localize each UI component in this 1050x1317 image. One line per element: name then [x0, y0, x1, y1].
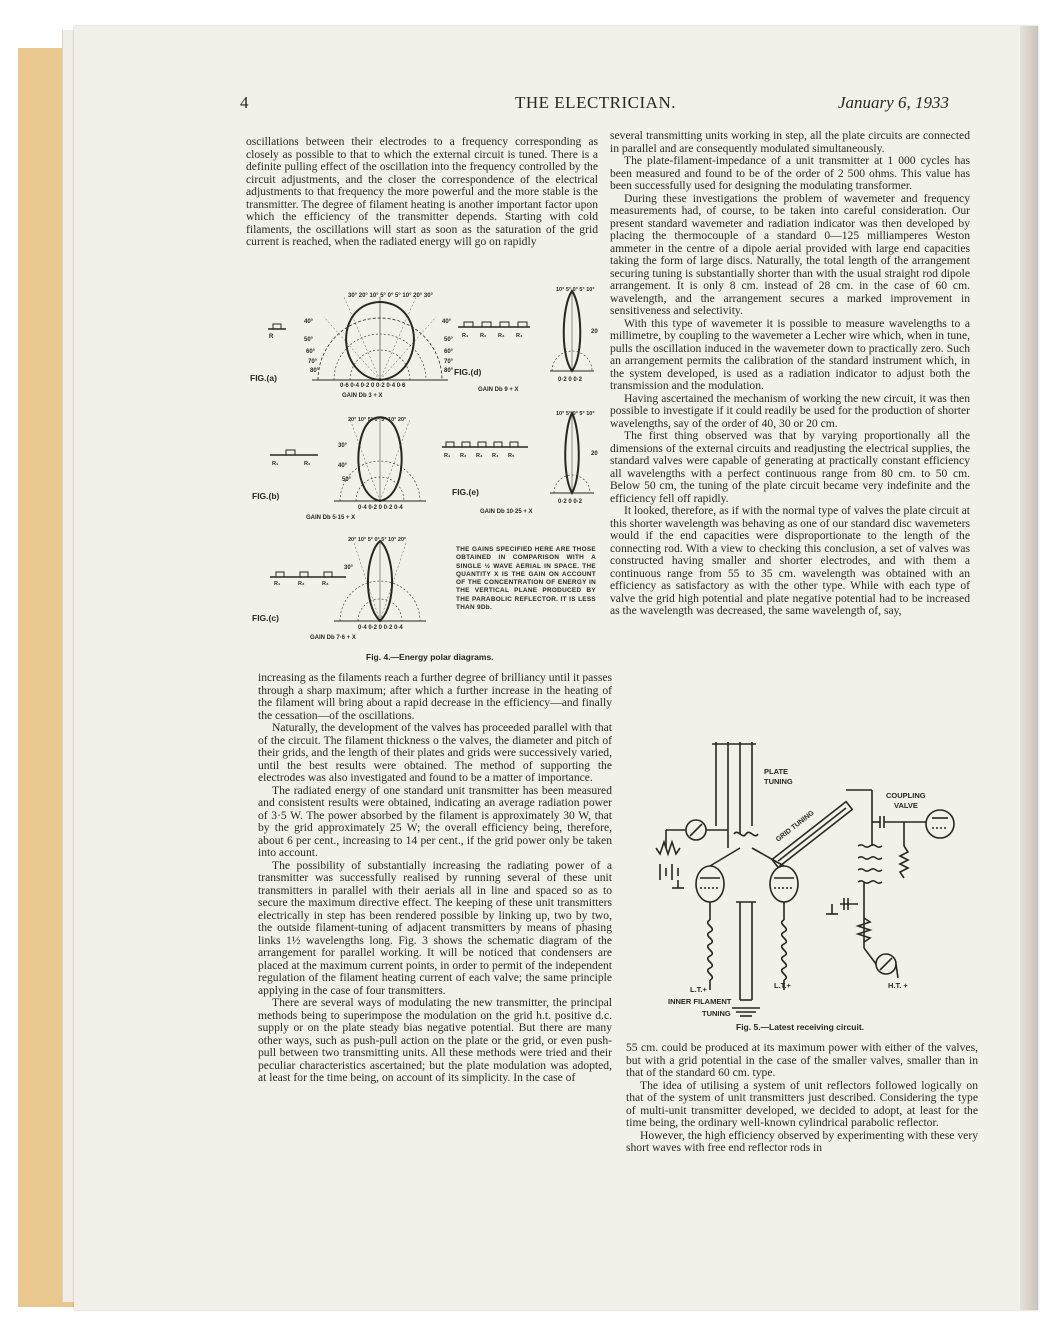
- page-spine-shadow: [1020, 26, 1038, 1310]
- label-R5: R₅: [508, 453, 515, 459]
- column-1-top-text: [246, 136, 598, 249]
- column-1-bottom-text: [258, 672, 612, 1085]
- polar-d-axis-scale: 0·2 0 0·2: [558, 377, 583, 383]
- publication-title: THE ELECTRICIAN.: [515, 93, 676, 112]
- paragraph: The possibility of substantially increasing the radiating power of a transmitter was successfully realised by running several of these unit transmitters in parallel with their aerials all in line and spaced so as to secure the maximum directive effect. The keeping of these unit transmitters electrically in step has been rendered possible by linking up, two by two, the outside filament-tuning of adjacent transmitters by means of phasing links 1½ wavelengths long. Fig. 3 shows the schematic diagram of the arrangement for parallel working. It will be noticed that condensers are placed at the maximum current points, in order to permit of the independent regulation of the filament heating current of each valve; the same principle applying in the case of four transmitters.: [258, 858, 612, 997]
- gain-b-label: GAIN Db 5·15 + X: [306, 515, 356, 521]
- paragraph: increasing as the filaments reach a further degree of brilliancy until it passes through a sharp maximum; after which a further increase in the heating of the filament will bring about a rapid decrease in the efficiency—and finally the cessation—of the oscillations.: [258, 671, 612, 722]
- label-R1: R₁: [444, 453, 451, 459]
- inner-filament-tuning-label: INNER FILAMENT: [668, 997, 732, 1006]
- label-R1: R₁: [274, 581, 281, 587]
- angle-label: 50°: [342, 477, 352, 483]
- paragraph: The radiated energy of one standard unit transmitter has been measured and consistent results were obtained, indicating an average radiation power of 3·5 W. The power absorbed by the filament is approximately 30 W, that by the grid approximately 25 W; the overall efficiency being, therefore, about 6 per cent., increasing to 14 per cent., if the grid power only be taken into account.: [258, 783, 612, 859]
- inner-filament-tuning-label: TUNING: [702, 1009, 731, 1018]
- polar-diagram-d: [458, 291, 594, 371]
- polar-b-axis-scale: 0·4 0·2 0 0·2 0·4: [358, 505, 403, 511]
- angle-label: 60°: [306, 349, 316, 355]
- paragraph: several transmitting units working in step, all the plate circuits are connected in parallel and are consequently modulated simultaneously.: [610, 129, 970, 155]
- angle-label: 40°: [304, 319, 314, 325]
- angle-label: 60°: [444, 349, 454, 355]
- gain-d-label: GAIN Db 9 + X: [478, 387, 519, 393]
- angle-label: 40°: [442, 319, 452, 325]
- label-R2: R₂: [480, 333, 487, 339]
- polar-diagram-c: [270, 541, 426, 621]
- angle-label: 50°: [444, 337, 454, 343]
- fig-e-label: FIG.(e): [452, 487, 479, 497]
- label-R2: R₂: [298, 581, 305, 587]
- label-R: R: [269, 334, 274, 340]
- paragraph: There are several ways of modulating the new transmitter, the principal methods being to superimpose the modulation on the grid h.t. positive d.c. supply or on the plate steady bias negative potential. But there are many other ways, such as push-pull action on the plate or the grid, or even push-pull between two transmitting units. All these methods were tried and their peculiar characteristics ascertained; but the plate modulation was adopted, at least for the time being, on account of its simplicity. In the case of: [258, 996, 612, 1084]
- label-R1: R₁: [272, 461, 279, 467]
- gain-a-label: GAIN Db 3 + X: [342, 393, 383, 399]
- angle-label: 30°: [344, 565, 354, 571]
- label-R3: R₃: [498, 333, 505, 339]
- angle-label: 80°: [444, 368, 454, 374]
- grid-tuning-label: GRID TUNING: [774, 809, 816, 844]
- label-R2: R₂: [304, 461, 311, 467]
- figure-5-labels: [636, 738, 962, 1028]
- polar-a-axis-scale: 0·6 0·4 0·2 0 0·2 0·4 0·6: [340, 383, 406, 389]
- figure-4-caption: Fig. 4.—Energy polar diagrams.: [366, 652, 494, 662]
- paragraph: The first thing observed was that by varying proportionally all the dimensions of the external circuits and readjusting the electrical supplies, the standard valves were capable of generating at practically constant efficiency all wavelengths with a perfect continuous range from 80 cm. to 50 cm. Below 50 cm, the tuning of the plate circuit became very indefinite and the efficiency fell off rapidly.: [610, 429, 970, 505]
- paragraph: During these investigations the problem of wavemeter and frequency measurements had, of course, to be taken into careful consideration. Our present standard wavemeter and radiation indicator was then developed by placing the thermocouple of a standard 0—125 milliamperes Weston ammeter in the centre of a dipole aerial provided with large end capacities taking the form of large discs. Naturally, the total length of the arrangement securing tuning is substantially shorter than with the usual straight rod dipole arrangement. It is only 8 cm. instead of 28 cm. in the case of 60 cm. wavelength, and the arrangement secures a marked improvement in sensitiveness and selectivity.: [610, 191, 970, 317]
- lt-plus-left-label: L.T.+: [690, 985, 707, 994]
- polar-e-axis-scale: 0·2 0 0·2: [558, 499, 583, 505]
- polar-c-axis-scale: 0·4 0·2 0 0·2 0·4: [358, 625, 403, 631]
- column-2-top-text: [610, 130, 970, 618]
- gain-e-label: GAIN Db 10·25 + X: [480, 509, 533, 515]
- label-R3: R₃: [322, 581, 329, 587]
- polar-d-top-angles: 10° 5° 0° 5° 10°: [556, 287, 595, 293]
- angle-label: 40°: [338, 463, 348, 469]
- label-R4: R₄: [516, 333, 523, 339]
- label-R3: R₃: [476, 453, 483, 459]
- polar-c-top-angles: 20° 10° 5° 0° 5° 10° 20°: [348, 537, 407, 543]
- label-R4: R₄: [492, 453, 499, 459]
- label-R1: R₁: [462, 333, 469, 339]
- polar-diagram-b: [270, 417, 426, 501]
- column-2-bottom-text: [626, 1042, 978, 1155]
- angle-label: 20: [591, 329, 598, 335]
- angle-label: 50°: [304, 337, 314, 343]
- lt-plus-right-label: L.T.+: [774, 981, 791, 990]
- angle-label: 30°: [338, 443, 348, 449]
- paragraph: 55 cm. could be produced at its maximum power with either of the valves, but with a grid potential in the case of the smaller valves, smaller than in that of the standard 60 cm. type.: [626, 1041, 978, 1079]
- paragraph: The plate-filament-impedance of a unit transmitter at 1 000 cycles has been measured and found to be of the order of 2 500 ohms. This value has been successfully used for designing the modulating transformer.: [610, 154, 970, 192]
- coupling-valve-label: COUPLING: [886, 791, 926, 800]
- paragraph: The idea of utilising a system of unit reflectors followed logically on that of the system of unit transmitters just described. Considering the type of multi-unit transmitter developed, we decided to adopt, at least for the time being, the ordinary well-known cylindrical parabolic reflector.: [626, 1078, 978, 1129]
- angle-label: 70°: [444, 359, 454, 365]
- fig-d-label: FIG.(d): [454, 367, 482, 377]
- paragraph: With this type of wavemeter it is possible to measure wavelengths to a millimetre, by coupling to the wavemeter a Lecher wire which, when in tune, pulls the oscillation induced in the wavemeter down to practically zero. Such an arrangement permits the calibration of the standard instrument which, in the system developed, is used as a radiation indicator to adjust both the transmission and the modulation.: [610, 316, 970, 392]
- polar-e-top-angles: 10° 5° 0° 5° 10°: [556, 411, 595, 417]
- fig-a-label: FIG.(a): [250, 373, 277, 383]
- figure-4-note: THE GAINS SPECIFIED HERE ARE THOSE OBTAINED IN COMPARISON WITH A SINGLE ½ WAVE AERIAL IN SPACE. THE QUANTITY X IS THE GAIN ON ACCOUNT OF THE CONCENTRATION OF ENERGY IN THE VERTICAL PLANE PRODUCED BY THE PARABOLIC REFLECTOR. IT IS LESS THAN 9Db.: [456, 546, 596, 612]
- label-R2: R₂: [460, 453, 467, 459]
- fig-b-label: FIG.(b): [252, 491, 280, 501]
- paragraph: Having ascertained the mechanism of working the new circuit, it was then possible to investigate if it could readily be used for the production of shorter wavelengths, say of the order of 40, 30 or 20 cm.: [610, 391, 970, 430]
- polar-diagram-a: [268, 297, 448, 380]
- polar-b-top-angles: 20° 10° 5° 0° 5° 10° 20°: [348, 417, 407, 423]
- paragraph: However, the high efficiency observed by experimenting with these very short waves with free end reflector rods in: [626, 1128, 978, 1154]
- page-number: 4: [240, 93, 249, 112]
- plate-tuning-label: TUNING: [764, 777, 793, 786]
- angle-label: 20: [591, 451, 598, 457]
- paragraph: Naturally, the development of the valves has proceeded parallel with that of the circuit. The filament thickness o the valves, the diameter and pitch of their grids, and the length of their plates and grids were successively varied, until the best results were obtained. The method of supporting the electrodes was also investigated and found to be a matter of importance.: [258, 721, 612, 784]
- fig-c-label: FIG.(c): [252, 613, 279, 623]
- angle-label: 70°: [308, 359, 318, 365]
- figure-5-caption: Fig. 5.—Latest receiving circuit.: [736, 1022, 865, 1032]
- gain-c-label: GAIN Db 7·6 + X: [310, 635, 356, 641]
- coupling-valve-label: VALVE: [894, 801, 918, 810]
- paragraph: It looked, therefore, as if with the normal type of valves the plate circuit at this shorter wavelength was behaving as one of our standard disc wavemeters would if the end capacities were disproportionate to the length of the connecting rod. With a view to checking this conclusion, a set of valves was constructed having smaller and shorter electrodes, and with them a continuous range from 55 to 35 cm. wavelength was obtained with an efficiency as satisfactory as with the other type. While with each type of valve the grid high potential and plate negative potential had to be increased as the wavelength was decreased, the same wavelength of, say,: [610, 504, 970, 617]
- polar-a-top-angles: 30° 20° 10° 5° 0° 5° 10° 20° 30°: [348, 293, 433, 299]
- issue-date: January 6, 1933: [838, 93, 949, 112]
- ht-plus-label: H.T. +: [888, 981, 908, 990]
- paragraph: oscillations between their electrodes to a frequency corresponding as closely as possible to that to which the external circuit is tuned. There is a definite pulling effect of the oscillation into the frequency controlled by the circuit adjustments, and the closer the correspondence of the electrical adjustments to that frequency the more powerful and the more stable is the transmitter. The degree of filament heating is another important factor upon which the efficiency of the transmitter depends. Starting with cold filaments, the oscillations will start as soon as the saturation of the grid current is reached, when the radiated energy will go on rapidly: [246, 135, 598, 248]
- plate-tuning-label: PLATE: [764, 767, 789, 776]
- angle-label: 80°: [310, 368, 320, 374]
